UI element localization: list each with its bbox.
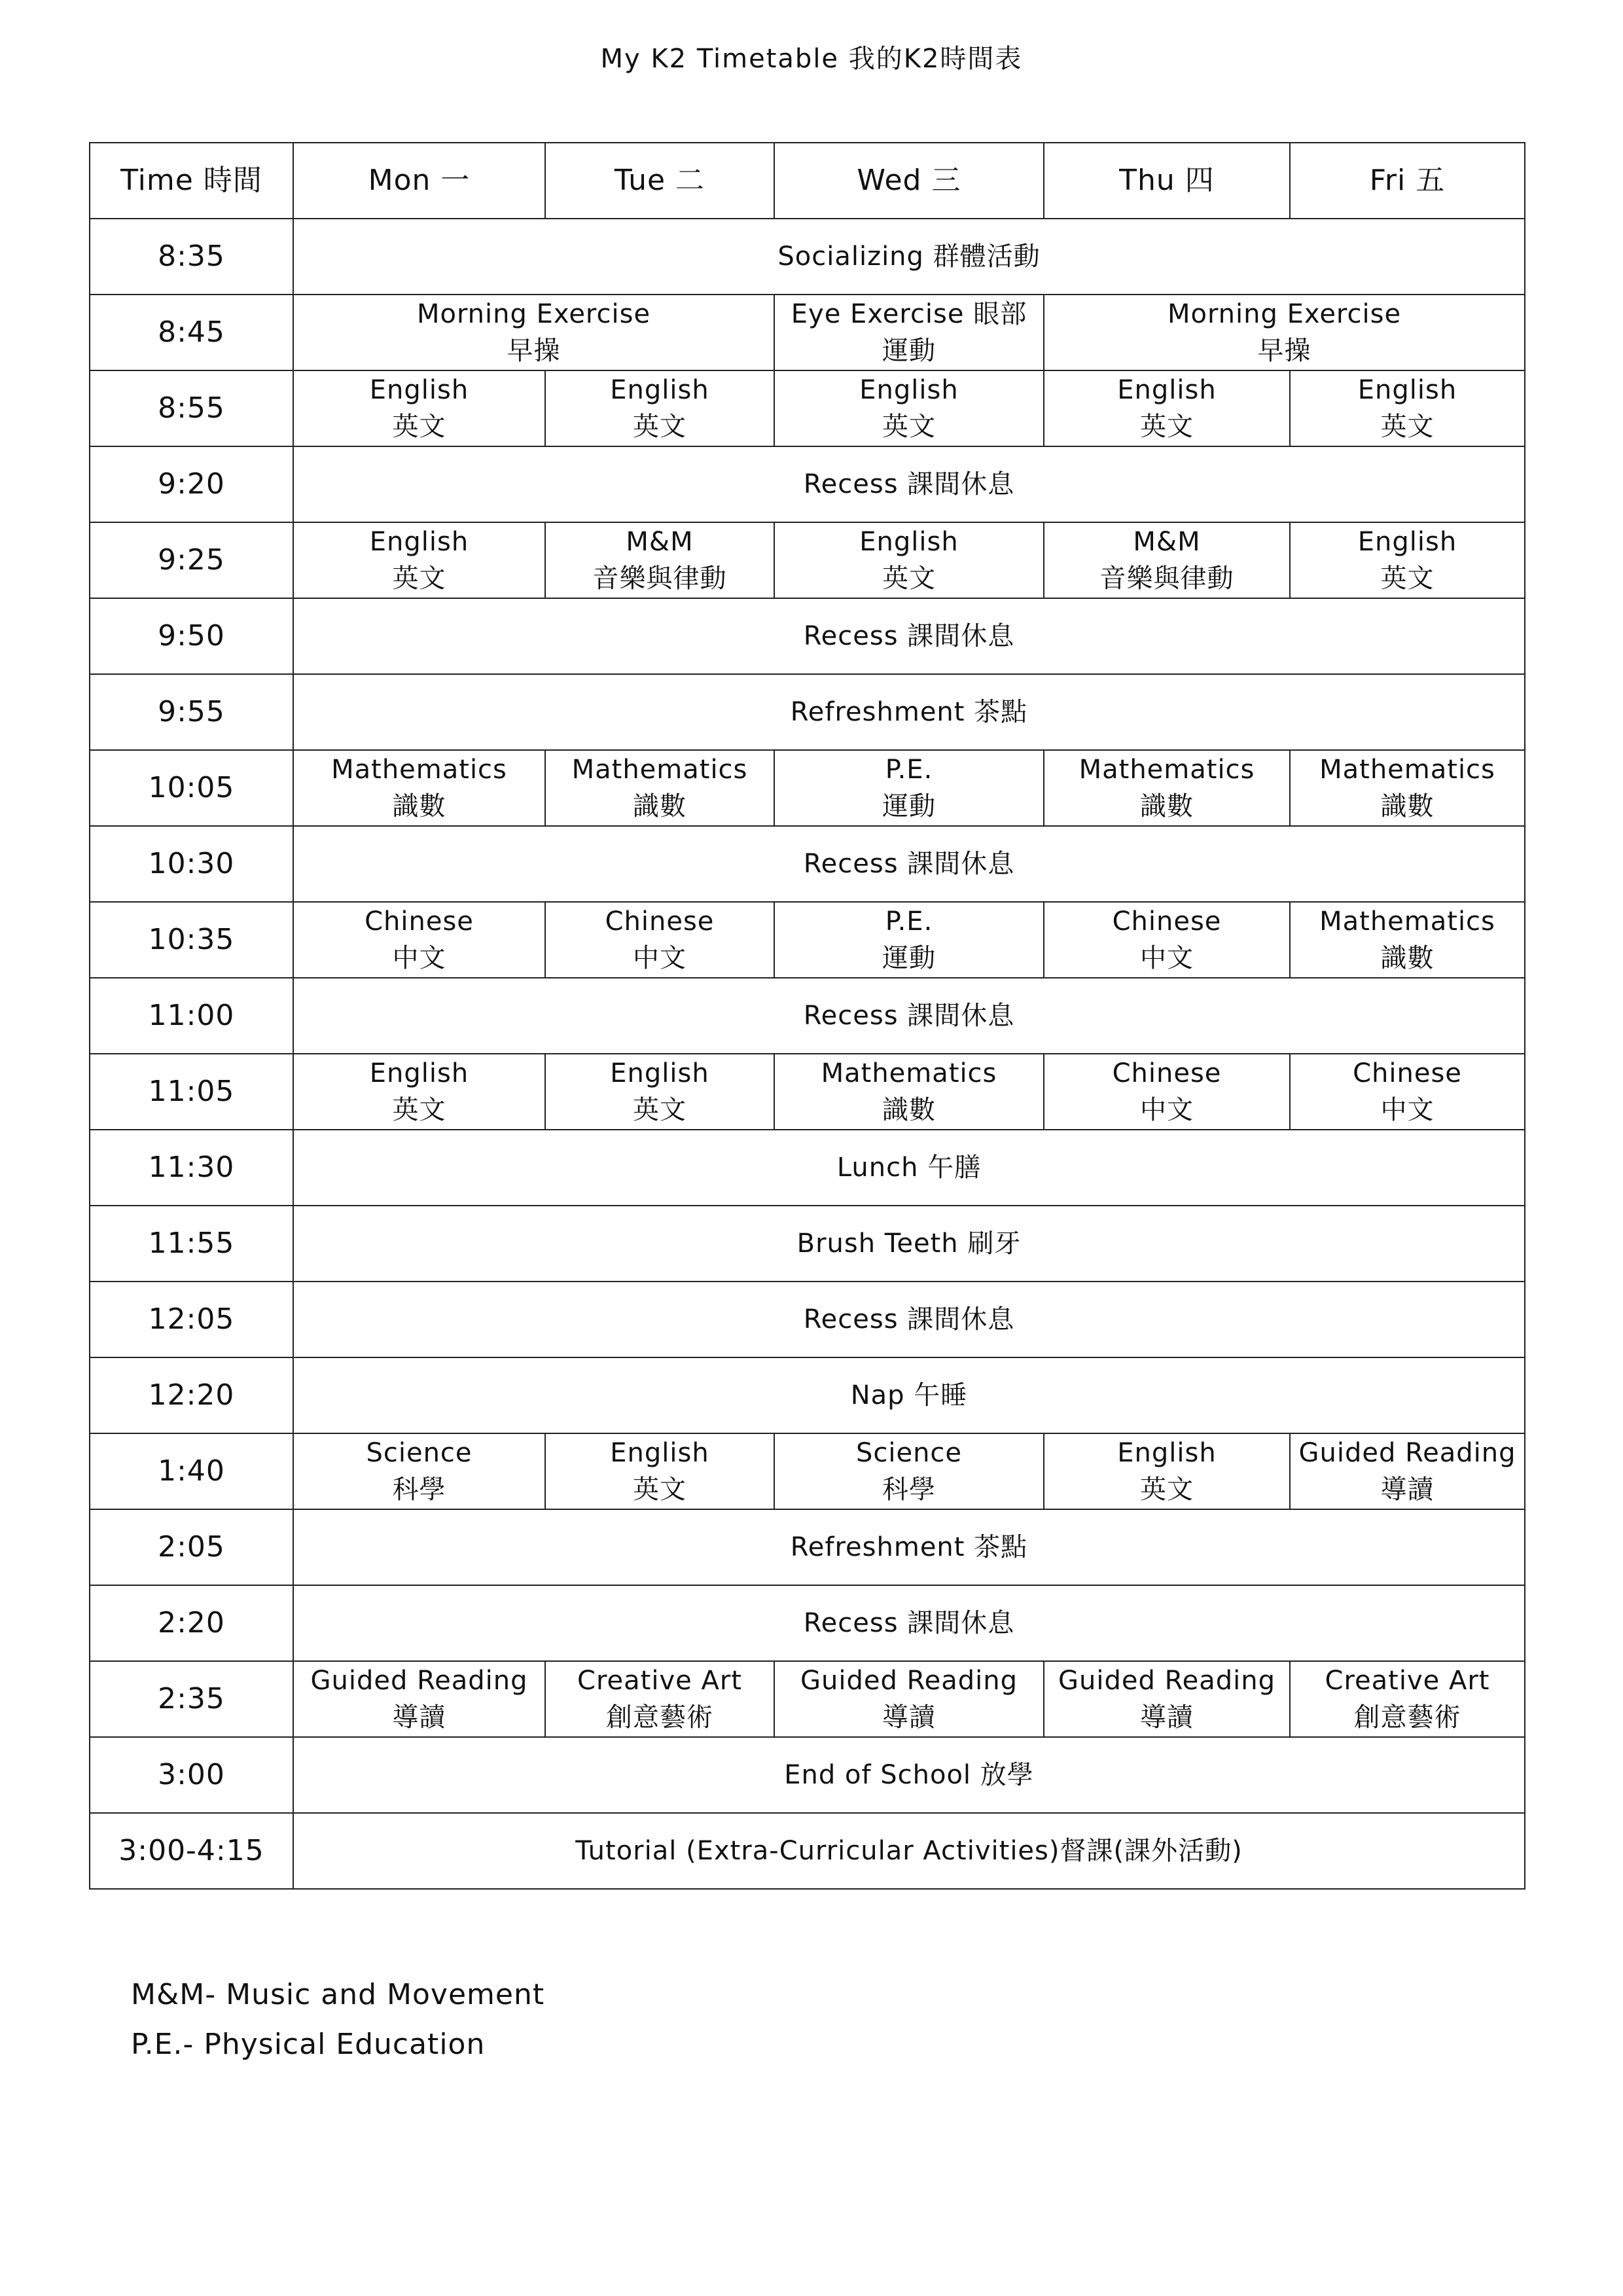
activity-cell: Tutorial (Extra-Curricular Activities)督課(課外活動): [293, 1813, 1525, 1889]
subject-en: Chinese: [1112, 906, 1222, 937]
subject-zh: 英文: [633, 412, 687, 442]
subject-cell: [293, 522, 545, 598]
subject-en: Chinese: [605, 906, 715, 937]
subject-en: English: [859, 375, 959, 405]
subject-en: Mathematics: [1319, 755, 1495, 785]
table-row: [90, 219, 1525, 295]
subject-en: M&M: [626, 527, 694, 557]
subject-zh: 導讀: [882, 1702, 936, 1732]
subject-zh: 導讀: [1380, 1475, 1435, 1505]
table-row: [90, 370, 1525, 446]
subject-cell: [1290, 370, 1525, 446]
table-row: [90, 1433, 1525, 1509]
table-row: [90, 598, 1525, 674]
subject-en: English: [610, 1058, 709, 1088]
subject-en: Science: [855, 1438, 963, 1468]
subject-zh: 英文: [882, 412, 936, 442]
subject-en: Mathematics: [571, 755, 748, 785]
time-cell: 10:05: [90, 750, 293, 826]
time-cell: 8:45: [90, 295, 293, 370]
subject-en: English: [1357, 375, 1457, 405]
subject-cell: [1290, 522, 1525, 598]
subject-cell: [774, 750, 1044, 826]
subject-zh: 識數: [1380, 791, 1435, 821]
activity-cell: Refreshment 茶點: [293, 1509, 1525, 1585]
subject-zh: 識數: [633, 791, 687, 821]
subject-zh: 運動: [882, 943, 936, 973]
subject-zh: 英文: [633, 1475, 687, 1505]
table-row: [90, 1585, 1525, 1661]
subject-zh: 創意藝術: [1353, 1702, 1461, 1732]
subject-cell: [1044, 1054, 1290, 1130]
subject-cell: [1044, 370, 1290, 446]
table-row: [90, 1661, 1525, 1737]
activity-cell: Lunch 午膳: [293, 1130, 1525, 1206]
activity-cell: Recess 課間休息: [293, 1585, 1525, 1661]
subject-zh: 英文: [1140, 1475, 1194, 1505]
activity-cell: Nap 午睡: [293, 1357, 1525, 1433]
subject-en: Mathematics: [1079, 755, 1255, 785]
subject-cell: [293, 370, 545, 446]
table-row: [90, 1737, 1525, 1813]
footnotes: [131, 1970, 544, 2070]
subject-cell: [293, 1433, 545, 1509]
header-mon: Mon 一: [293, 143, 545, 219]
subject-en: Chinese: [1353, 1058, 1462, 1088]
table-row: [90, 902, 1525, 978]
table-row: [90, 750, 1525, 826]
subject-zh: 運動: [882, 791, 936, 821]
subject-zh: 識數: [1380, 943, 1435, 973]
subject-zh: 科學: [392, 1475, 446, 1505]
subject-en: Morning Exercise: [416, 299, 651, 329]
activity-cell: Brush Teeth 刷牙: [293, 1206, 1525, 1282]
subject-en: English: [1117, 1438, 1217, 1468]
header-tue: Tue 二: [545, 143, 774, 219]
subject-cell: [774, 1661, 1044, 1737]
subject-en: Creative Art: [1325, 1666, 1490, 1696]
subject-cell: [1290, 1661, 1525, 1737]
subject-en: P.E.: [885, 755, 933, 785]
time-cell: 9:55: [90, 674, 293, 750]
subject-en: English: [1117, 375, 1217, 405]
table-row: [90, 1282, 1525, 1357]
subject-cell: [1044, 522, 1290, 598]
time-cell: 8:35: [90, 219, 293, 295]
subject-cell: [774, 1433, 1044, 1509]
subject-zh: 音樂與律動: [1099, 564, 1234, 594]
subject-zh: 創意藝術: [606, 1702, 713, 1732]
subject-cell: [545, 1661, 774, 1737]
subject-zh: 英文: [1380, 412, 1435, 442]
activity-cell: Recess 課間休息: [293, 978, 1525, 1054]
table-row: [90, 446, 1525, 522]
footnote-mm: M&M- Music and Movement: [131, 1978, 545, 2011]
subject-zh: 中文: [1380, 1095, 1435, 1125]
subject-cell: [1290, 750, 1525, 826]
subject-cell: [293, 750, 545, 826]
subject-cell: [293, 1054, 545, 1130]
subject-en: English: [610, 375, 709, 405]
time-cell: 8:55: [90, 370, 293, 446]
subject-cell: [293, 1661, 545, 1737]
time-cell: 11:30: [90, 1130, 293, 1206]
subject-cell: [774, 902, 1044, 978]
time-cell: 11:55: [90, 1206, 293, 1282]
footnote-pe: P.E.- Physical Education: [131, 2028, 486, 2061]
subject-cell: [1290, 902, 1525, 978]
subject-zh: 英文: [392, 564, 446, 594]
subject-en: Mathematics: [331, 755, 507, 785]
subject-zh: 導讀: [1140, 1702, 1194, 1732]
subject-cell: [293, 902, 545, 978]
subject-zh: 導讀: [392, 1702, 446, 1732]
subject-cell: [1044, 902, 1290, 978]
time-cell: 9:25: [90, 522, 293, 598]
subject-zh: 識數: [1140, 791, 1194, 821]
subject-cell: [293, 295, 774, 370]
subject-en: M&M: [1133, 527, 1201, 557]
subject-cell: [1044, 1661, 1290, 1737]
subject-en: Guided Reading: [1058, 1666, 1275, 1696]
subject-cell: [1044, 1433, 1290, 1509]
subject-zh: 音樂與律動: [592, 564, 727, 594]
time-cell: 10:30: [90, 826, 293, 902]
activity-cell: Socializing 群體活動: [293, 219, 1525, 295]
time-cell: 2:05: [90, 1509, 293, 1585]
time-cell: 10:35: [90, 902, 293, 978]
subject-zh: 早操: [1257, 336, 1311, 366]
activity-cell: Recess 課間休息: [293, 446, 1525, 522]
header-row: [90, 143, 1525, 219]
timetable: [89, 142, 1525, 1890]
table-row: [90, 674, 1525, 750]
time-cell: 3:00: [90, 1737, 293, 1813]
table-row: [90, 1357, 1525, 1433]
time-cell: 1:40: [90, 1433, 293, 1509]
subject-en: English: [859, 527, 959, 557]
table-row: [90, 826, 1525, 902]
activity-cell: Refreshment 茶點: [293, 674, 1525, 750]
header-thu: Thu 四: [1044, 143, 1290, 219]
subject-zh: 識數: [392, 791, 446, 821]
subject-cell: [774, 370, 1044, 446]
subject-en: Guided Reading: [310, 1666, 528, 1696]
subject-cell: [545, 1054, 774, 1130]
subject-en: Morning Exercise: [1167, 299, 1402, 329]
subject-cell: [1044, 295, 1525, 370]
subject-cell: [774, 522, 1044, 598]
subject-cell: [545, 902, 774, 978]
subject-en: Eye Exercise 眼部: [791, 299, 1027, 329]
subject-zh: 中文: [633, 943, 687, 973]
subject-zh: 中文: [392, 943, 446, 973]
subject-zh: 運動: [882, 336, 936, 366]
subject-en: Mathematics: [821, 1058, 997, 1088]
subject-en: Mathematics: [1319, 906, 1495, 937]
subject-en: Chinese: [365, 906, 474, 937]
subject-en: English: [369, 1058, 469, 1088]
time-cell: 3:00-4:15: [90, 1813, 293, 1889]
subject-zh: 英文: [882, 564, 936, 594]
table-row: [90, 1509, 1525, 1585]
time-cell: 2:35: [90, 1661, 293, 1737]
table-row: [90, 295, 1525, 370]
subject-cell: [545, 1433, 774, 1509]
subject-en: English: [369, 375, 469, 405]
subject-zh: 中文: [1140, 943, 1194, 973]
time-cell: 2:20: [90, 1585, 293, 1661]
subject-en: English: [369, 527, 469, 557]
subject-zh: 英文: [1380, 564, 1435, 594]
subject-zh: 英文: [392, 1095, 446, 1125]
activity-cell: Recess 課間休息: [293, 1282, 1525, 1357]
table-row: [90, 1813, 1525, 1889]
time-cell: 12:05: [90, 1282, 293, 1357]
subject-cell: [774, 295, 1044, 370]
subject-zh: 中文: [1140, 1095, 1194, 1125]
subject-en: Science: [366, 1438, 473, 1468]
table-row: [90, 978, 1525, 1054]
time-cell: 11:00: [90, 978, 293, 1054]
subject-cell: [545, 370, 774, 446]
subject-en: P.E.: [885, 906, 933, 937]
header-wed: Wed 三: [774, 143, 1044, 219]
subject-cell: [774, 1054, 1044, 1130]
subject-en: Creative Art: [577, 1666, 742, 1696]
table-row: [90, 1054, 1525, 1130]
time-cell: 9:20: [90, 446, 293, 522]
activity-cell: Recess 課間休息: [293, 598, 1525, 674]
subject-cell: [1044, 750, 1290, 826]
time-cell: 11:05: [90, 1054, 293, 1130]
subject-en: English: [1357, 527, 1457, 557]
subject-cell: [1290, 1433, 1525, 1509]
subject-cell: [545, 522, 774, 598]
subject-cell: [1290, 1054, 1525, 1130]
activity-cell: End of School 放學: [293, 1737, 1525, 1813]
subject-en: English: [610, 1438, 709, 1468]
table-row: [90, 522, 1525, 598]
subject-cell: [545, 750, 774, 826]
activity-cell: Recess 課間休息: [293, 826, 1525, 902]
subject-zh: 識數: [882, 1095, 936, 1125]
page-title: My K2 Timetable 我的K2時間表: [600, 44, 1023, 74]
subject-zh: 英文: [633, 1095, 687, 1125]
table-row: [90, 1130, 1525, 1206]
header-fri: Fri 五: [1290, 143, 1525, 219]
time-cell: 9:50: [90, 598, 293, 674]
subject-en: Chinese: [1112, 1058, 1222, 1088]
header-time: Time 時間: [90, 143, 293, 219]
time-cell: 12:20: [90, 1357, 293, 1433]
subject-en: Guided Reading: [800, 1666, 1018, 1696]
subject-zh: 早操: [507, 336, 561, 366]
subject-zh: 英文: [1140, 412, 1194, 442]
subject-zh: 英文: [392, 412, 446, 442]
table-row: [90, 1206, 1525, 1282]
subject-zh: 科學: [882, 1475, 936, 1505]
subject-en: Guided Reading: [1298, 1438, 1516, 1468]
